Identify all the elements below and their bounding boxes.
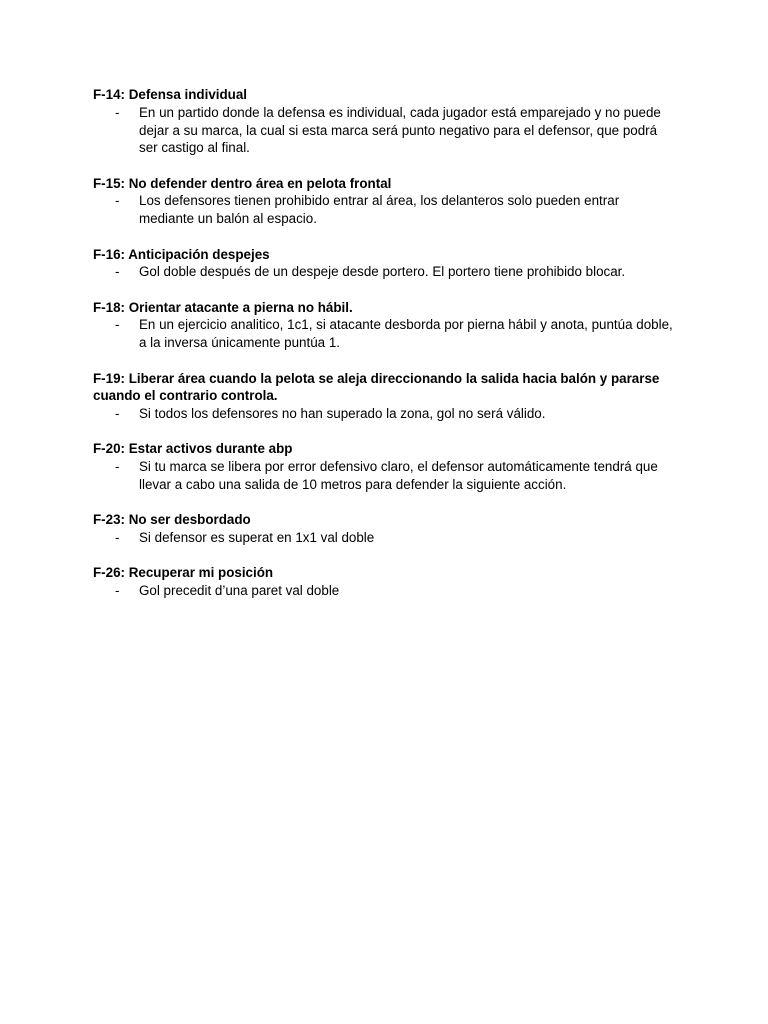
section-f16 bbox=[93, 246, 673, 282]
section-heading: F-23: No ser desbordado bbox=[93, 512, 251, 528]
list-item bbox=[93, 104, 673, 157]
section-f20 bbox=[93, 440, 673, 493]
list-item bbox=[93, 529, 673, 547]
bullet-list bbox=[93, 192, 673, 228]
bullet-text: Gol doble después de un despeje desde portero. El portero tiene prohibido blocar. bbox=[139, 264, 626, 280]
bullet-marker: - bbox=[115, 104, 120, 120]
list-item bbox=[93, 263, 673, 281]
section-f15 bbox=[93, 175, 673, 228]
bullet-marker: - bbox=[115, 264, 120, 280]
bullet-text: Si todos los defensores no han superado la zona, gol no será válido. bbox=[139, 406, 546, 422]
section-f19 bbox=[93, 370, 673, 423]
bullet-text: En un partido donde la defensa es individual, cada jugador está emparejado y no puede dejar a su marca, la cual si esta marca será punto negativo para el defensor, que podrá ser castigo al final. bbox=[139, 104, 661, 156]
section-heading: F-26: Recuperar mi posición bbox=[93, 565, 274, 581]
bullet-list bbox=[93, 104, 673, 157]
bullet-text: Los defensores tienen prohibido entrar al área, los delanteros solo pueden entrar mediante un balón al espacio. bbox=[139, 193, 620, 227]
bullet-marker: - bbox=[115, 530, 120, 546]
section-heading: F-18: Orientar atacante a pierna no hábil. bbox=[93, 299, 353, 315]
bullet-list bbox=[93, 316, 673, 352]
section-heading: F-20: Estar activos durante abp bbox=[93, 441, 293, 457]
list-item bbox=[93, 316, 673, 352]
bullet-text: Si defensor es superat en 1x1 val doble bbox=[139, 530, 375, 546]
section-f23 bbox=[93, 511, 673, 547]
bullet-marker: - bbox=[115, 317, 120, 333]
list-item bbox=[93, 405, 673, 423]
section-f14 bbox=[93, 86, 673, 157]
bullet-text: Si tu marca se libera por error defensivo claro, el defensor automáticamente tendrá que llevar a cabo una salida de 10 metros para defender la siguiente acción. bbox=[139, 459, 658, 493]
section-heading: F-15: No defender dentro área en pelota frontal bbox=[93, 175, 392, 191]
bullet-list bbox=[93, 582, 673, 600]
section-f26 bbox=[93, 564, 673, 600]
section-heading: F-16: Anticipación despejes bbox=[93, 246, 270, 262]
bullet-text: En un ejercicio analitico, 1c1, si atacante desborda por pierna hábil y anota, puntúa doble, a la inversa únicamente puntúa 1. bbox=[139, 317, 673, 351]
list-item bbox=[93, 458, 673, 494]
document-page bbox=[93, 86, 673, 618]
bullet-marker: - bbox=[115, 406, 120, 422]
bullet-marker: - bbox=[115, 583, 120, 599]
bullet-list bbox=[93, 529, 673, 547]
bullet-marker: - bbox=[115, 193, 120, 209]
section-f18 bbox=[93, 299, 673, 352]
bullet-marker: - bbox=[115, 459, 120, 475]
bullet-list bbox=[93, 458, 673, 494]
bullet-list bbox=[93, 263, 673, 281]
bullet-text: Gol precedit d’una paret val doble bbox=[139, 583, 340, 599]
list-item bbox=[93, 192, 673, 228]
section-heading: F-14: Defensa individual bbox=[93, 87, 248, 102]
list-item bbox=[93, 582, 673, 600]
section-heading: F-19: Liberar área cuando la pelota se aleja direccionando la salida hacia balón y pararse cuando el contrario controla. bbox=[93, 370, 660, 404]
bullet-list bbox=[93, 405, 673, 423]
